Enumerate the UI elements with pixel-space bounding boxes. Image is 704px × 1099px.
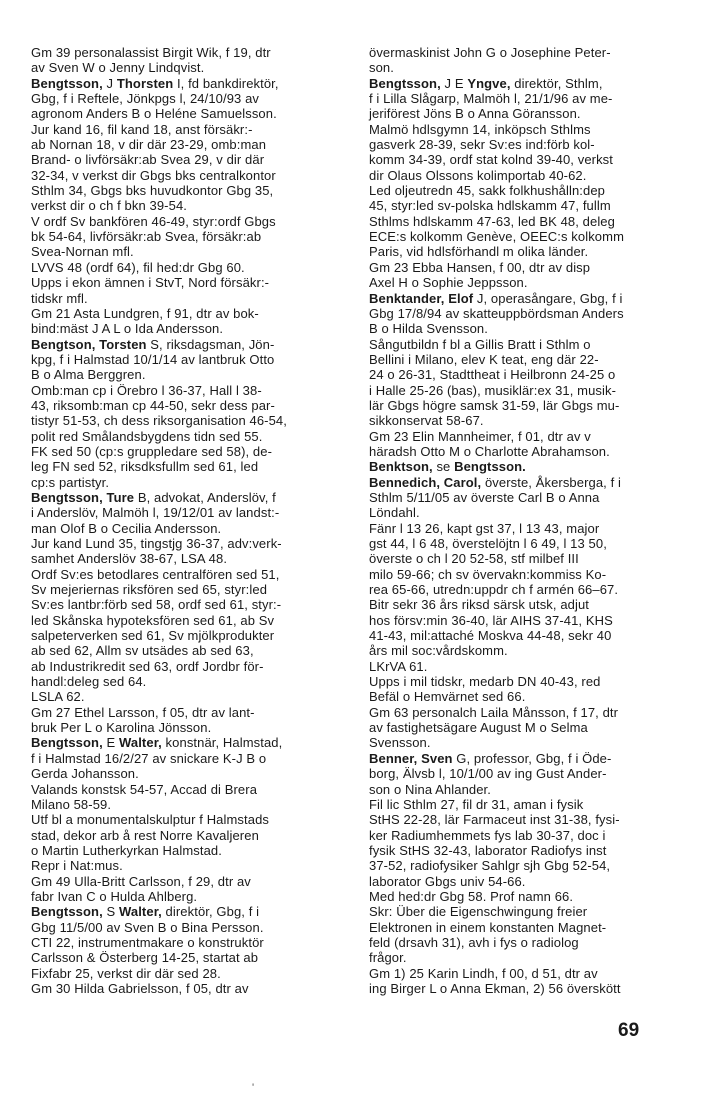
text-line: ab Industrikredit sed 63, ordf Jordbr för- bbox=[31, 658, 264, 674]
text-line: av fastighetsägare August M o Selma bbox=[369, 720, 588, 736]
text-line: Gm 23 Ebba Hansen, f 00, dtr av disp bbox=[369, 259, 591, 275]
text-line: Gm 30 Hilda Gabrielsson, f 05, dtr av bbox=[31, 980, 249, 996]
text-line: i Halle 25-26 (bas), musiklär:ex 31, musik- bbox=[369, 382, 617, 398]
text-line: Svensson. bbox=[369, 735, 431, 751]
text-line: ker Radiumhemmets fys lab 30-37, doc i bbox=[369, 827, 606, 843]
text-line: LSLA 62. bbox=[31, 689, 85, 705]
text-line: bruk Per L o Karolina Jönsson. bbox=[31, 720, 212, 736]
text-line: Gm 63 personalch Laila Månsson, f 17, dtr bbox=[369, 704, 619, 720]
text-line: ECE:s kolkomm Genève, OEEC:s kolkomm bbox=[369, 229, 624, 245]
text-line: CTI 22, instrumentmakare o konstruktör bbox=[31, 934, 264, 950]
text-line: Befäl o Hemvärnet sed 66. bbox=[369, 689, 526, 705]
text-line: Gerda Johansson. bbox=[31, 766, 139, 782]
text-line: Omb:man cp i Örebro l 36-37, Hall l 38- bbox=[31, 382, 262, 398]
text-line: f i Halmstad 16/2/27 av snickare K-J B o bbox=[31, 750, 267, 766]
text-line: Jur kand Lund 35, tingstjg 36-37, adv:verk- bbox=[31, 536, 282, 551]
text-line: Bennedich, Carol, överste, Åkersberga, f i bbox=[369, 474, 622, 490]
text-line: Bengtsson, Ture B, advokat, Anderslöv, f bbox=[31, 489, 276, 505]
text-line: Med hed:dr Gbg 58. Prof namn 66. bbox=[369, 888, 574, 904]
text-line: 32-34, v verkst dir Gbgs bks centralkontor bbox=[31, 167, 276, 183]
text-line: polit red Smålandsbygdens tidn sed 55. bbox=[31, 428, 263, 444]
text-line: dir Olaus Olssons kolimportab 40-62. bbox=[369, 167, 587, 183]
stray-mark: ' bbox=[252, 1082, 255, 1094]
text-line: Gm 49 Ulla-Britt Carlsson, f 29, dtr av bbox=[31, 873, 251, 889]
text-line: Sthlms hdlskamm 47-63, led BK 48, deleg bbox=[369, 213, 615, 229]
text-line: Bengtsson, J E Yngve, direktör, Sthlm, bbox=[369, 75, 603, 91]
text-line: feld (drsavh 31), avh i fys o radiolog bbox=[369, 934, 579, 950]
text-line: gasverk 28-39, sekr Sv:es ind:förb kol- bbox=[369, 137, 595, 153]
text-line: Utf bl a monumentalskulptur f Halmstads bbox=[31, 812, 269, 828]
text-line: FK sed 50 (cp:s gruppledare sed 58), de- bbox=[31, 443, 273, 459]
text-line: handl:deleg sed 64. bbox=[31, 674, 147, 690]
text-line: i Anderslöv, Malmöh l, 19/12/01 av landst:- bbox=[31, 505, 280, 521]
text-line: B o Alma Berggren. bbox=[31, 367, 146, 383]
text-line: Bengtsson, S Walter, direktör, Gbg, f i bbox=[31, 904, 260, 920]
text-line: laborator Gbgs univ 54-66. bbox=[369, 873, 526, 889]
page-number: 69 bbox=[618, 1020, 640, 1041]
text-line: Upps i ekon ämnen i StvT, Nord försäkr:- bbox=[31, 275, 270, 291]
text-line: 45, styr:led sv-polska hdlskamm 47, fullm bbox=[369, 198, 611, 214]
text-line: Led oljeutredn 45, sakk folkhushålln:dep bbox=[369, 183, 605, 199]
text-line: tidskr mfl. bbox=[31, 290, 88, 306]
right-column bbox=[369, 45, 687, 996]
text-line: Bengtsson, E Walter, konstnär, Halmstad, bbox=[31, 735, 283, 751]
text-line: sikkonservat 58-67. bbox=[369, 413, 484, 429]
text-line: fysik StHS 32-43, laborator Radiofys inst bbox=[369, 842, 607, 858]
text-line: Milano 58-59. bbox=[31, 796, 112, 812]
text-line: Gm 39 personalassist Birgit Wik, f 19, dtr bbox=[31, 45, 271, 60]
text-line: kpg, f i Halmstad 10/1/14 av lantbruk Otto bbox=[31, 351, 275, 367]
text-line: Benner, Sven G, professor, Gbg, f i Öde- bbox=[369, 750, 612, 766]
text-line: Sv:es lantbr:förb sed 58, ordf sed 61, styr:- bbox=[31, 597, 282, 613]
text-line: Brand- o livförsäkr:ab Svea 29, v dir där bbox=[31, 152, 265, 168]
text-line: jeriförest Jöns B o Anna Göransson. bbox=[369, 106, 581, 122]
text-line: man Olof B o Cecilia Andersson. bbox=[31, 520, 222, 536]
text-line: Gbg 17/8/94 av skatteuppbördsman Anders bbox=[369, 305, 624, 321]
text-line: Gm 1) 25 Karin Lindh, f 00, d 51, dtr av bbox=[369, 965, 598, 981]
text-line: f i Lilla Slågarp, Malmöh l, 21/1/96 av me- bbox=[369, 91, 613, 107]
text-line: års mil soc:vårdskomm. bbox=[369, 643, 508, 659]
text-line: Gm 21 Asta Lundgren, f 91, dtr av bok- bbox=[31, 305, 259, 321]
text-line: o Martin Lutherkyrkan Halmstad. bbox=[31, 842, 222, 858]
text-line: 24 o 26-31, Stadttheat i Heilbronn 24-25 o bbox=[369, 367, 616, 383]
text-line: salpeterverken sed 61, Sv mjölkprodukter bbox=[31, 628, 275, 644]
text-line: Gbg, f i Reftele, Jönkpgs l, 24/10/93 av bbox=[31, 91, 260, 107]
text-line: son o Nina Ahlander. bbox=[369, 781, 491, 797]
text-line: 41-43, mil:attaché Moskva 44-48, sekr 40 bbox=[369, 628, 612, 644]
text-line: V ordf Sv bankfören 46-49, styr:ordf Gbgs bbox=[31, 213, 276, 229]
text-line: Benktander, Elof J, operasångare, Gbg, f i bbox=[369, 290, 623, 306]
text-line: samhet Anderslöv 38-67, LSA 48. bbox=[31, 551, 228, 567]
text-line: Valands konstsk 54-57, Accad di Brera bbox=[31, 781, 258, 797]
text-line: StHS 22-28, lär Farmaceut inst 31-38, fysi- bbox=[369, 812, 620, 828]
text-line: Elektronen in einem konstanten Magnet- bbox=[369, 919, 607, 935]
text-line: leg FN sed 52, riksdksfullm sed 61, led bbox=[31, 459, 259, 475]
text-line: stad, dekor arb å rest Norre Kavaljeren bbox=[31, 827, 259, 843]
text-line: Gbg 11/5/00 av Sven B o Bina Persson. bbox=[31, 919, 264, 935]
text-line: Paris, vid hdlsförhandl m olika länder. bbox=[369, 244, 589, 260]
text-line: Bengtsson, J Thorsten I, fd bankdirektör, bbox=[31, 75, 279, 91]
text-line: övermaskinist John G o Josephine Peter- bbox=[369, 45, 611, 60]
text-line: Bellini i Milano, elev K teat, eng där 22- bbox=[369, 351, 599, 367]
text-line: Repr i Nat:mus. bbox=[31, 858, 123, 874]
text-line: gst 44, l 6 48, överstelöjtn l 6 49, l 13 50, bbox=[369, 536, 607, 551]
text-line: häradsh Otto M o Charlotte Abrahamson. bbox=[369, 443, 610, 459]
text-line: fabr Ivan C o Hulda Ahlberg. bbox=[31, 888, 198, 904]
text-line: Sångutbildn f bl a Gillis Bratt i Sthlm o bbox=[369, 336, 591, 352]
text-line: Bitr sekr 36 års riksd särsk utsk, adjut bbox=[369, 597, 590, 613]
text-line: Fänr l 13 26, kapt gst 37, l 13 43, major bbox=[369, 520, 600, 536]
text-line: Malmö hdlsgymn 14, inköpsch Sthlms bbox=[369, 121, 591, 137]
text-line: Sv mejeriernas riksfören sed 65, styr:led bbox=[31, 582, 268, 598]
text-line: Gm 27 Ethel Larsson, f 05, dtr av lant- bbox=[31, 704, 255, 720]
left-column bbox=[31, 45, 337, 996]
text-line: Fil lic Sthlm 27, fil dr 31, aman i fysik bbox=[369, 796, 584, 812]
text-line: ing Birger L o Anna Ekman, 2) 56 överskött bbox=[369, 980, 621, 996]
text-line: Benktson, se Bengtsson. bbox=[369, 459, 526, 475]
text-line: LVVS 48 (ordf 64), fil hed:dr Gbg 60. bbox=[31, 259, 245, 275]
text-line: cp:s partistyr. bbox=[31, 474, 110, 490]
text-line: Sthlm 5/11/05 av överste Carl B o Anna bbox=[369, 489, 600, 505]
text-line: Ordf Sv:es betodlares centralfören sed 51, bbox=[31, 566, 280, 582]
text-line: rea 65-66, utredn:uppdr ch f armén 66–67. bbox=[369, 582, 619, 598]
text-line: ab Nornan 18, v dir där 23-29, omb:man bbox=[31, 137, 267, 153]
text-line: Axel H o Sophie Jeppsson. bbox=[369, 275, 528, 291]
text-line: 37-52, radiofysiker Sahlgr sjh Gbg 52-54, bbox=[369, 858, 611, 874]
text-line: agronom Anders B o Heléne Samuelsson. bbox=[31, 106, 277, 122]
text-line: Fixfabr 25, verkst dir där sed 28. bbox=[31, 965, 221, 981]
text-line: bind:mäst J A L o Ida Andersson. bbox=[31, 321, 224, 337]
text-line: verkst dir o ch f bkn 39-54. bbox=[31, 198, 187, 214]
text-line: av Sven W o Jenny Lindqvist. bbox=[31, 60, 205, 76]
text-line: 43, riksomb:man cp 44-50, sekr dess par- bbox=[31, 397, 275, 413]
text-line: Svea-Nornan mfl. bbox=[31, 244, 134, 260]
text-line: bk 54-64, livförsäkr:ab Svea, försäkr:ab bbox=[31, 229, 262, 245]
text-line: LKrVA 61. bbox=[369, 658, 428, 674]
text-line: överste o ch l 20 52-58, stf milbef III bbox=[369, 551, 579, 567]
text-line: Sthlm 34, Gbgs bks huvudkontor Gbg 35, bbox=[31, 183, 274, 199]
text-line: Bengtson, Torsten S, riksdagsman, Jön- bbox=[31, 336, 275, 352]
text-line: tistyr 51-53, ch dess riksorganisation 46-54, bbox=[31, 413, 287, 429]
text-line: Löndahl. bbox=[369, 505, 420, 521]
text-line: komm 34-39, ordf stat kolnd 39-40, verkst bbox=[369, 152, 613, 168]
text-line: borg, Älvsb l, 10/1/00 av ing Gust Ander- bbox=[369, 766, 607, 782]
text-line: ab sed 62, Allm sv utsädes ab sed 63, bbox=[31, 643, 254, 659]
text-line: Carlsson & Österberg 14-25, startat ab bbox=[31, 950, 259, 966]
text-line: Skr: Über die Eigenschwingung freier bbox=[369, 904, 588, 920]
text-line: led Skånska hypoteksfören sed 61, ab Sv bbox=[31, 612, 275, 628]
text-line: milo 59-66; ch sv övervakn:kommiss Ko- bbox=[369, 566, 607, 582]
text-line: Gm 23 Elin Mannheimer, f 01, dtr av v bbox=[369, 428, 591, 444]
text-line: Upps i mil tidskr, medarb DN 40-43, red bbox=[369, 674, 601, 690]
text-line: frågor. bbox=[369, 950, 407, 966]
text-line: hos försv:min 36-40, lär AIHS 37-41, KHS bbox=[369, 612, 613, 628]
text-line: Jur kand 16, fil kand 18, anst försäkr:- bbox=[31, 121, 253, 137]
text-line: B o Hilda Svensson. bbox=[369, 321, 488, 337]
text-line: son. bbox=[369, 60, 394, 76]
text-line: lär Gbgs högre samsk 31-59, lär Gbgs mu- bbox=[369, 397, 620, 413]
